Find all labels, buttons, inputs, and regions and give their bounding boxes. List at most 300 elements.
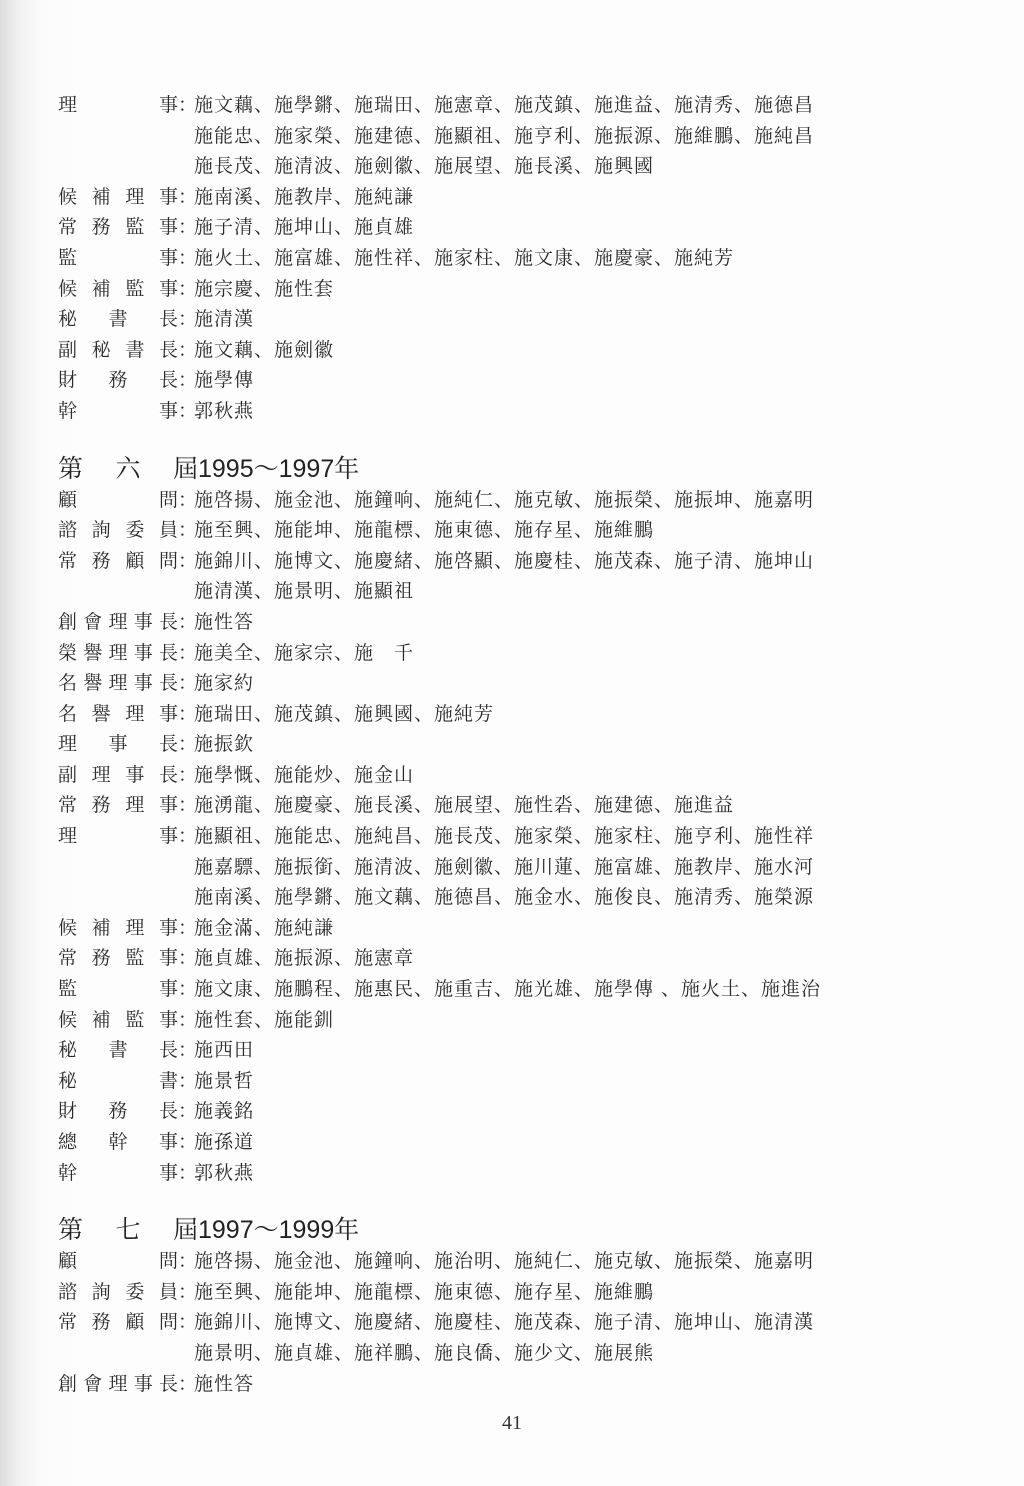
- member-names-line: 施貞雄、施振源、施憲章: [194, 947, 415, 970]
- roster-row: [58, 335, 958, 366]
- role-label-char: 務: [91, 216, 111, 239]
- role-label-char: 委: [125, 519, 145, 542]
- roster-row: [58, 212, 958, 243]
- role-label-char: 秘: [91, 338, 111, 361]
- roster-row: [58, 1277, 958, 1308]
- role-label-char: 監: [58, 978, 78, 1001]
- member-names-line: 施子清、施坤山、施貞雄: [194, 216, 415, 239]
- roster-row: [58, 1246, 958, 1277]
- role-label-char: 補: [91, 916, 111, 939]
- label-colon: ：: [178, 1069, 198, 1092]
- role-label: [58, 243, 178, 274]
- member-names: [194, 1096, 958, 1127]
- role-label: [58, 1035, 178, 1066]
- member-names-line: 施義銘: [194, 1100, 255, 1123]
- role-label-char: 顧: [58, 488, 78, 511]
- role-label-char: 理: [125, 794, 145, 817]
- label-colon: ：: [178, 488, 198, 511]
- role-label: [58, 760, 178, 791]
- member-names: [194, 515, 958, 546]
- roster-row: [58, 729, 958, 760]
- role-label-char: 財: [58, 1100, 78, 1123]
- role-label-char: 理: [58, 825, 78, 848]
- role-label-char: 名: [58, 702, 78, 725]
- role-label-char: 長: [158, 610, 178, 633]
- label-colon: ：: [178, 794, 198, 817]
- role-label-char: 副: [58, 763, 78, 786]
- label-colon: ：: [178, 1131, 198, 1153]
- role-label-char: 務: [91, 947, 111, 970]
- member-names: [194, 1005, 958, 1036]
- role-label-char: 事: [158, 978, 178, 1001]
- role-label-char: 務: [91, 794, 111, 817]
- member-names-line: 施長茂、施清波、施劍徽、施展望、施長溪、施興國: [194, 155, 655, 178]
- roster-row: [58, 943, 958, 974]
- role-label-char: 會: [83, 1372, 103, 1395]
- role-label: [58, 365, 178, 396]
- member-names-line: 施啓揚、施金池、施鐘响、施純仁、施克敏、施振榮、施振坤、施嘉明: [194, 488, 815, 511]
- section-7-roster: [58, 1246, 958, 1399]
- role-label: [58, 638, 178, 669]
- member-names: [194, 1066, 958, 1097]
- role-label-char: 榮: [58, 641, 78, 664]
- member-names-line: 施金滿、施純謙: [194, 916, 335, 939]
- role-label-char: 秘: [58, 1069, 78, 1092]
- role-label-char: 顧: [58, 1250, 78, 1273]
- label-colon: ：: [178, 1280, 198, 1303]
- role-label: [58, 1096, 178, 1127]
- roster-row: [58, 913, 958, 944]
- member-names: [194, 943, 958, 974]
- roster-content: [58, 90, 958, 1399]
- role-label-char: 事: [125, 763, 145, 786]
- member-names-line: 施湧龍、施慶豪、施長溪、施展望、施性沯、施建德、施進益: [194, 794, 735, 817]
- role-label-char: 書: [108, 1039, 128, 1062]
- role-label-char: 長: [158, 763, 178, 786]
- role-label-char: 候: [58, 185, 78, 208]
- member-names-line: 施景明、施貞雄、施祥鵬、施良僑、施少文、施展熊: [194, 1341, 655, 1364]
- role-label-char: 總: [58, 1131, 78, 1153]
- role-label-char: 常: [58, 549, 78, 572]
- member-names-line: 施南溪、施教岸、施純謙: [194, 185, 415, 208]
- role-label-char: 問: [158, 488, 178, 511]
- role-label-char: 理: [108, 672, 128, 695]
- label-colon: ：: [178, 94, 198, 116]
- member-names: [194, 974, 958, 1005]
- role-label-char: 書: [125, 338, 145, 361]
- member-names: [194, 1307, 958, 1368]
- member-names-line: 施宗慶、施性套: [194, 277, 335, 300]
- role-label-char: 補: [91, 185, 111, 208]
- roster-row: [58, 365, 958, 396]
- label-colon: ：: [178, 1100, 198, 1123]
- section-7-years: 1997～1999年: [198, 1216, 360, 1245]
- member-names-line: 施至興、施能坤、施龍標、施東德、施存星、施維鵬: [194, 519, 655, 542]
- role-label-char: 譽: [83, 672, 103, 695]
- role-label-char: 候: [58, 277, 78, 300]
- roster-row: [58, 821, 958, 913]
- role-label-char: 理: [108, 610, 128, 633]
- member-names-line: 施瑞田、施茂鎮、施興國、施純芳: [194, 702, 495, 725]
- member-names-line: 施美全、施家宗、施 千: [194, 641, 415, 664]
- role-label: [58, 182, 178, 213]
- role-label-char: 監: [125, 1008, 145, 1031]
- section-6-years: 1995～1997年: [198, 454, 360, 483]
- role-label: [58, 607, 178, 638]
- member-names-line: 施文藕、施學鏘、施瑞田、施憲章、施茂鎮、施進益、施清秀、施德昌: [194, 94, 815, 116]
- role-label-char: 理: [108, 641, 128, 664]
- member-names: [194, 304, 958, 335]
- role-label-char: 顧: [125, 549, 145, 572]
- role-label: [58, 304, 178, 335]
- role-label-char: 書: [158, 1069, 178, 1092]
- role-label-char: 事: [133, 1372, 153, 1395]
- member-names-line: 郭秋燕: [194, 1161, 255, 1184]
- term-char: 第: [58, 1215, 84, 1245]
- role-label: [58, 335, 178, 366]
- roster-row: [58, 396, 958, 427]
- member-names: [194, 821, 958, 913]
- roster-row: [58, 699, 958, 730]
- role-label: [58, 212, 178, 243]
- role-label-char: 事: [158, 399, 178, 422]
- label-colon: ：: [178, 216, 198, 239]
- role-label-char: 長: [158, 1100, 178, 1123]
- member-names-line: 施文康、施鵬程、施惠民、施重吉、施光雄、施學傳 、施火土、施進治: [194, 978, 822, 1001]
- role-label: [58, 90, 178, 121]
- section-6-term: [58, 453, 198, 485]
- roster-row: [58, 1035, 958, 1066]
- role-label-char: 問: [158, 1311, 178, 1334]
- role-label: [58, 790, 178, 821]
- role-label: [58, 1066, 178, 1097]
- member-names: [194, 396, 958, 427]
- role-label-char: 理: [108, 1372, 128, 1395]
- label-colon: ：: [178, 246, 198, 269]
- member-names-line: 施火土、施富雄、施性祥、施家柱、施文康、施慶豪、施純芳: [194, 246, 735, 269]
- role-label-char: 秘: [58, 308, 78, 331]
- member-names-line: 施學傳: [194, 369, 255, 392]
- label-colon: ：: [178, 733, 198, 756]
- member-names-line: 施能忠、施家榮、施建德、施顯祖、施亨利、施振源、施維鵬、施純昌: [194, 124, 815, 147]
- member-names-line: 施清漢、施景明、施顯祖: [194, 580, 415, 603]
- role-label-char: 事: [158, 185, 178, 208]
- roster-row: [58, 760, 958, 791]
- role-label-char: 員: [158, 1280, 178, 1303]
- role-label-char: 事: [158, 916, 178, 939]
- role-label-char: 務: [108, 369, 128, 392]
- role-label-char: 譽: [83, 641, 103, 664]
- role-label-char: 長: [158, 733, 178, 756]
- role-label-char: 長: [158, 338, 178, 361]
- member-names-line: 施西田: [194, 1039, 255, 1062]
- member-names-line: 施性答: [194, 1372, 255, 1395]
- role-label-char: 理: [125, 702, 145, 725]
- member-names: [194, 90, 958, 182]
- member-names-line: 施至興、施能坤、施龍標、施東德、施存星、施維鵬: [194, 1280, 655, 1303]
- role-label: [58, 821, 178, 852]
- roster-row: [58, 1307, 958, 1368]
- member-names: [194, 1369, 958, 1400]
- role-label-char: 補: [91, 277, 111, 300]
- role-label-char: 員: [158, 519, 178, 542]
- roster-row: [58, 1369, 958, 1400]
- role-label-char: 諮: [58, 1280, 78, 1303]
- member-names-line: 施顯祖、施能忠、施純昌、施長茂、施家榮、施家柱、施亨利、施性祥: [194, 825, 815, 848]
- role-label-char: 理: [125, 916, 145, 939]
- member-names-line: 施文藕、施劍徽: [194, 338, 335, 361]
- role-label-char: 事: [133, 672, 153, 695]
- label-colon: ：: [178, 1372, 198, 1395]
- roster-row: [58, 485, 958, 516]
- role-label-char: 問: [158, 1250, 178, 1273]
- role-label: [58, 1246, 178, 1277]
- label-colon: ：: [178, 1311, 198, 1334]
- term-char: 六: [115, 453, 141, 483]
- section-7-heading: [58, 1214, 958, 1246]
- role-label: [58, 1369, 178, 1400]
- role-label: [58, 515, 178, 546]
- roster-row: [58, 546, 958, 607]
- role-label-char: 名: [58, 672, 78, 695]
- role-label: [58, 974, 178, 1005]
- member-names: [194, 1035, 958, 1066]
- role-label-char: 事: [158, 94, 178, 116]
- section-6-heading: [58, 453, 958, 485]
- role-label-char: 事: [133, 610, 153, 633]
- role-label: [58, 274, 178, 305]
- role-label-char: 務: [108, 1100, 128, 1123]
- role-label-char: 詢: [91, 519, 111, 542]
- member-names-line: 施景哲: [194, 1069, 255, 1092]
- role-label-char: 事: [158, 246, 178, 269]
- role-label-char: 事: [158, 825, 178, 848]
- role-label-char: 長: [158, 308, 178, 331]
- role-label: [58, 1277, 178, 1308]
- roster-row: [58, 1127, 958, 1158]
- member-names: [194, 729, 958, 760]
- member-names: [194, 212, 958, 243]
- roster-row: [58, 274, 958, 305]
- role-label-char: 長: [158, 672, 178, 695]
- role-label-char: 幹: [58, 399, 78, 422]
- member-names-line: 郭秋燕: [194, 399, 255, 422]
- label-colon: ：: [178, 641, 198, 664]
- label-colon: ：: [178, 277, 198, 300]
- role-label-char: 事: [158, 1008, 178, 1031]
- member-names: [194, 607, 958, 638]
- role-label-char: 委: [125, 1280, 145, 1303]
- label-colon: ：: [178, 399, 198, 422]
- role-label: [58, 1158, 178, 1189]
- term-char: 屆: [172, 1215, 198, 1245]
- role-label-char: 常: [58, 794, 78, 817]
- roster-row: [58, 790, 958, 821]
- role-label-char: 諮: [58, 519, 78, 542]
- label-colon: ：: [178, 978, 198, 1001]
- role-label-char: 長: [158, 369, 178, 392]
- label-colon: ：: [178, 1161, 198, 1184]
- role-label: [58, 913, 178, 944]
- role-label-char: 長: [158, 1372, 178, 1395]
- label-colon: ：: [178, 549, 198, 572]
- role-label-char: 財: [58, 369, 78, 392]
- label-colon: ：: [178, 1039, 198, 1062]
- role-label-char: 常: [58, 947, 78, 970]
- label-colon: ：: [178, 825, 198, 848]
- member-names-line: 施孫道: [194, 1131, 255, 1153]
- section-5-roster: [58, 90, 958, 427]
- role-label-char: 事: [158, 794, 178, 817]
- roster-row: [58, 90, 958, 182]
- member-names-line: 施啓揚、施金池、施鐘响、施治明、施純仁、施克敏、施振榮、施嘉明: [194, 1250, 815, 1273]
- label-colon: ：: [178, 672, 198, 695]
- role-label-char: 顧: [125, 1311, 145, 1334]
- role-label-char: 事: [108, 733, 128, 756]
- label-colon: ：: [178, 1008, 198, 1031]
- label-colon: ：: [178, 1250, 198, 1273]
- label-colon: ：: [178, 702, 198, 725]
- role-label-char: 監: [125, 216, 145, 239]
- role-label-char: 務: [91, 1311, 111, 1334]
- member-names: [194, 335, 958, 366]
- role-label-char: 監: [125, 947, 145, 970]
- role-label: [58, 729, 178, 760]
- member-names-line: 施學慨、施能炒、施金山: [194, 763, 415, 786]
- member-names: [194, 668, 958, 699]
- roster-row: [58, 182, 958, 213]
- roster-row: [58, 1005, 958, 1036]
- label-colon: ：: [178, 185, 198, 208]
- role-label: [58, 699, 178, 730]
- role-label-char: 詢: [91, 1280, 111, 1303]
- role-label-char: 候: [58, 916, 78, 939]
- role-label-char: 常: [58, 216, 78, 239]
- role-label-char: 事: [158, 277, 178, 300]
- role-label-char: 補: [91, 1008, 111, 1031]
- member-names: [194, 790, 958, 821]
- label-colon: ：: [178, 763, 198, 786]
- roster-row: [58, 1096, 958, 1127]
- member-names-line: 施振欽: [194, 733, 255, 756]
- member-names-line: 施清漢: [194, 308, 255, 331]
- label-colon: ：: [178, 369, 198, 392]
- member-names: [194, 1127, 958, 1158]
- role-label-char: 事: [158, 216, 178, 239]
- role-label-char: 事: [158, 1161, 178, 1184]
- role-label-char: 候: [58, 1008, 78, 1031]
- role-label: [58, 668, 178, 699]
- role-label: [58, 485, 178, 516]
- term-char: 七: [115, 1215, 141, 1245]
- label-colon: ：: [178, 338, 198, 361]
- role-label-char: 幹: [108, 1131, 128, 1153]
- role-label-char: 幹: [58, 1161, 78, 1184]
- roster-row: [58, 638, 958, 669]
- member-names: [194, 699, 958, 730]
- role-label-char: 長: [158, 641, 178, 664]
- member-names-line: 施性套、施能釧: [194, 1008, 335, 1031]
- member-names: [194, 365, 958, 396]
- member-names: [194, 913, 958, 944]
- role-label-char: 創: [58, 1372, 78, 1395]
- roster-row: [58, 1066, 958, 1097]
- member-names-line: 施嘉驃、施振銜、施清波、施劍徽、施川蓮、施富雄、施教岸、施水河: [194, 855, 815, 878]
- role-label-char: 問: [158, 549, 178, 572]
- label-colon: ：: [178, 610, 198, 633]
- role-label-char: 監: [125, 277, 145, 300]
- member-names: [194, 760, 958, 791]
- member-names: [194, 485, 958, 516]
- roster-row: [58, 974, 958, 1005]
- role-label-char: 譽: [91, 702, 111, 725]
- member-names: [194, 1158, 958, 1189]
- role-label-char: 理: [58, 733, 78, 756]
- role-label-char: 長: [158, 1039, 178, 1062]
- role-label-char: 秘: [58, 1039, 78, 1062]
- role-label-char: 監: [58, 246, 78, 269]
- section-7-term: [58, 1214, 198, 1246]
- roster-row: [58, 1158, 958, 1189]
- roster-row: [58, 243, 958, 274]
- member-names-line: 施錦川、施博文、施慶緒、施啓顯、施慶桂、施茂森、施子清、施坤山: [194, 549, 815, 572]
- role-label-char: 理: [125, 185, 145, 208]
- role-label-char: 務: [91, 549, 111, 572]
- label-colon: ：: [178, 947, 198, 970]
- member-names: [194, 1277, 958, 1308]
- role-label-char: 理: [91, 763, 111, 786]
- member-names: [194, 546, 958, 607]
- role-label: [58, 546, 178, 577]
- role-label-char: 事: [133, 641, 153, 664]
- member-names: [194, 638, 958, 669]
- member-names: [194, 243, 958, 274]
- role-label-char: 事: [158, 1131, 178, 1153]
- roster-row: [58, 304, 958, 335]
- roster-row: [58, 607, 958, 638]
- term-char: 屆: [172, 453, 198, 483]
- member-names: [194, 1246, 958, 1277]
- role-label-char: 理: [58, 94, 78, 116]
- role-label: [58, 396, 178, 427]
- role-label: [58, 943, 178, 974]
- role-label: [58, 1307, 178, 1338]
- role-label: [58, 1005, 178, 1036]
- member-names-line: 施性答: [194, 610, 255, 633]
- label-colon: ：: [178, 308, 198, 331]
- section-6-roster: [58, 485, 958, 1189]
- label-colon: ：: [178, 519, 198, 542]
- role-label-char: 書: [108, 308, 128, 331]
- role-label-char: 事: [158, 702, 178, 725]
- roster-row: [58, 515, 958, 546]
- role-label-char: 創: [58, 610, 78, 633]
- member-names-line: 施南溪、施學鏘、施文藕、施德昌、施金水、施俊良、施清秀、施榮源: [194, 886, 815, 909]
- member-names: [194, 182, 958, 213]
- role-label-char: 副: [58, 338, 78, 361]
- label-colon: ：: [178, 916, 198, 939]
- role-label-char: 會: [83, 610, 103, 633]
- member-names-line: 施錦川、施博文、施慶緒、施慶桂、施茂森、施子清、施坤山、施清漢: [194, 1311, 815, 1334]
- role-label-char: 常: [58, 1311, 78, 1334]
- member-names: [194, 274, 958, 305]
- term-char: 第: [58, 453, 84, 483]
- role-label: [58, 1127, 178, 1158]
- roster-row: [58, 668, 958, 699]
- member-names-line: 施家約: [194, 672, 255, 695]
- page-number: 41: [502, 1412, 522, 1434]
- role-label-char: 事: [158, 947, 178, 970]
